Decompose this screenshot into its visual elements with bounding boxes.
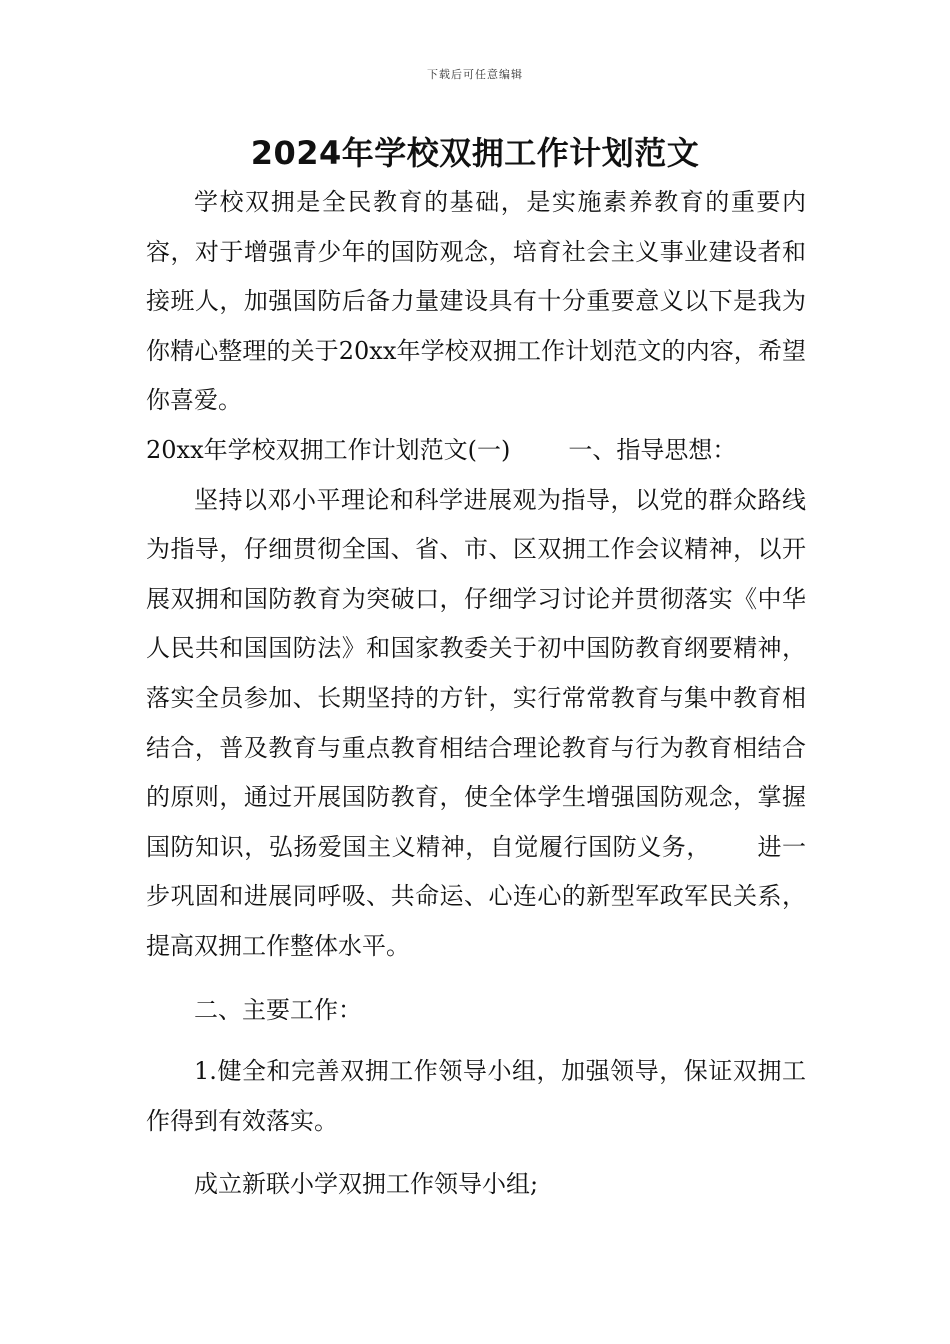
subtitle-line bbox=[146, 426, 806, 476]
document-subtitle: 20xx年学校双拥工作计划范文(一) bbox=[146, 435, 511, 464]
document-body bbox=[146, 178, 806, 1210]
section1-heading: 一、指导思想： bbox=[568, 435, 737, 464]
document-title: 2024年学校双拥工作计划范文 bbox=[250, 134, 700, 172]
page-header-note: 下载后可任意编辑 bbox=[427, 68, 523, 81]
intro-paragraph: 学校双拥是全民教育的基础，是实施素养教育的重要内容，对于增强青少年的国防观念，培育社会主义事业建设者和接班人，加强国防后备力量建设具有十分重要意义以下是我为你精心整理的关于20xx年学校双拥工作计划范文的内容，希望你喜爱。 bbox=[146, 188, 806, 415]
section1-paragraph bbox=[146, 476, 806, 972]
section2-heading: 二、主要工作： bbox=[194, 995, 362, 1024]
item1-detail-paragraph: 成立新联小学双拥工作领导小组; bbox=[194, 1170, 539, 1199]
section1-body-part-a: 坚持以邓小平理论和科学进展观为指导，以党的群众路线为指导，仔细贯彻全国、省、市、区双拥工作会议精神，以开展双拥和国防教育为突破口，仔细学习讨论并贯彻落实《中华人民共和国国防法》和国家教委关于初中国防教育纲要精神，落实全员参加、长期坚持的方针，实行常常教育与集中教育相结合，普及教育与重点教育相结合理论教育与行为教育相结合的原则，通过开展国防教育，使全体学生增强国防观念，掌握国防知识，弘扬爱国主义精神，自觉履行国防义务， bbox=[146, 485, 806, 861]
item1-paragraph: 1.健全和完善双拥工作领导小组，加强领导，保证双拥工作得到有效落实。 bbox=[146, 1057, 806, 1135]
section1-body-part-b: 进一步巩固和进展同呼吸、共命运、心连心的新型军政军民关系，提高双拥工作整体水平。 bbox=[146, 832, 807, 960]
